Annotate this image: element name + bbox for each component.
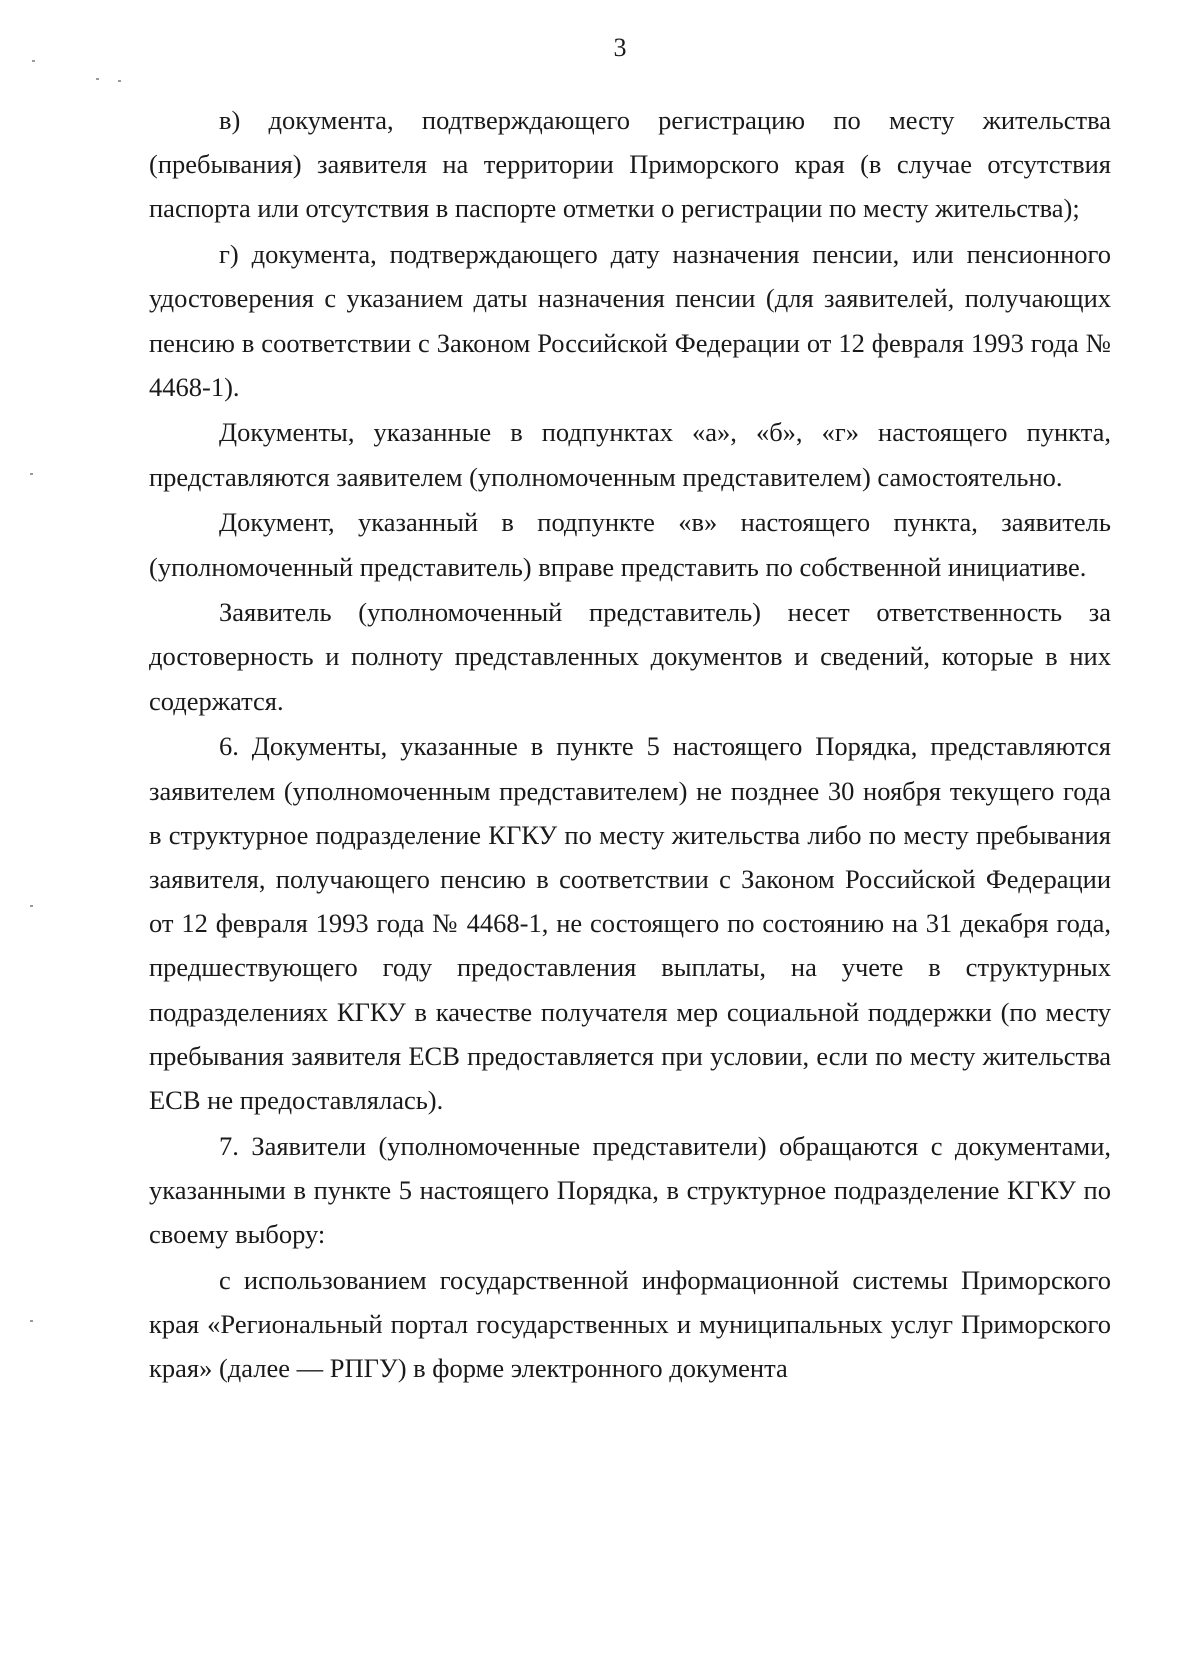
paragraph-item-6: 6. Документы, указанные в пункте 5 настоящего Порядка, представляются заявителем (уполномоченным представителем) не позднее 30 ноября текущего года в структурное подразделение КГКУ по месту жительства либо по месту пребывания заявителя, получающего пенсию в соответствии с Законом Российской Федерации от 12 февраля 1993 года № 4468-1, не состоящего по состоянию на 31 декабря года, предшествующего году предоставления выплаты, на учете в структурных подразделениях КГКУ в качестве получателя мер социальной поддержки (по месту пребывания заявителя ЕСВ предоставляется при условии, если по месту жительства ЕСВ не предоставлялась). [149,731,1111,1115]
paragraph-item-7: 7. Заявители (уполномоченные представители) обращаются с документами, указанными в пункте 5 настоящего Порядка, в структурное подразделение КГКУ по своему выбору: [149,1130,1111,1250]
scan-mark [32,60,35,62]
paragraph-rpgu: с использованием государственной информационной системы Приморского края «Региональный портал государственных и муниципальных услуг Приморского края» (далее — РПГУ) в форме электронного документа [149,1264,1111,1384]
document-body [149,98,1111,1390]
scan-mark [30,1320,33,1322]
scan-mark [30,905,33,907]
scan-mark [30,473,33,475]
paragraph-subitem-v: в) документа, подтверждающего регистрацию по месту жительства (пребывания) заявителя на территории Приморского края (в случае отсутствия паспорта или отсутствия в паспорте отметки о регистрации по месту жительства); [149,105,1111,224]
paragraph-responsibility: Заявитель (уполномоченный представитель) несет ответственность за достоверность и полноту представленных документов и сведений, которые в них содержатся. [149,597,1111,716]
paragraph-documents-self: Документы, указанные в подпунктах «а», «б», «г» настоящего пункта, представляются заявителем (уполномоченным представителем) самостоятельно. [149,417,1111,492]
page-number: 3 [613,33,627,62]
scan-mark [118,80,121,82]
paragraph-document-initiative: Документ, указанный в подпункте «в» настоящего пункта, заявитель (уполномоченный представитель) вправе представить по собственной инициативе. [149,507,1111,582]
paragraph-subitem-g: г) документа, подтверждающего дату назначения пенсии, или пенсионного удостоверения с указанием даты назначения пенсии (для заявителей, получающих пенсию в соответствии с Законом Российской Федерации от 12 февраля 1993 года № 4468-1). [149,239,1111,402]
scan-mark [96,78,99,80]
